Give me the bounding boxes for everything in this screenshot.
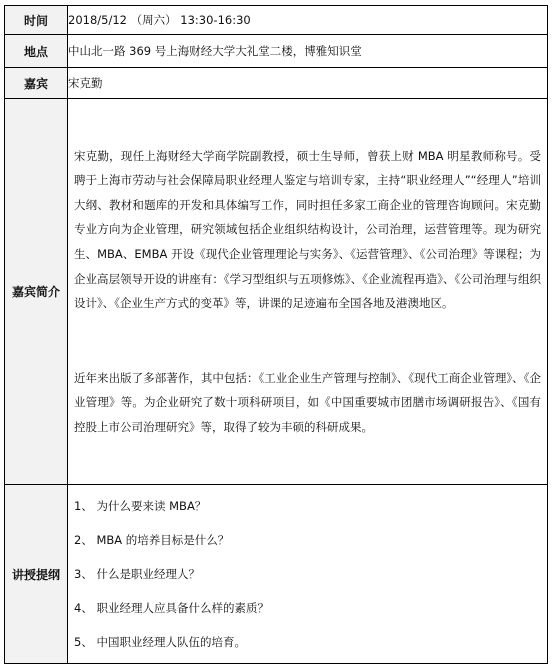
outline-item-4: 4、 职业经理人应具备什么样的素质？ [74, 601, 269, 615]
guest-row [5, 68, 548, 99]
guest-label: 嘉宾 [5, 68, 68, 99]
time-value: 2018/5/12 （周六） 13:30-16:30 [68, 6, 548, 35]
time-row [5, 6, 548, 35]
time-label: 时间 [5, 6, 68, 35]
location-label: 地点 [5, 35, 68, 68]
bio-cell [68, 99, 548, 485]
guest-value: 宋克勤 [68, 68, 548, 99]
outline-item-2: 2、 MBA 的培养目标是什么？ [74, 533, 230, 547]
outline-item-1: 1、 为什么要来读 MBA？ [74, 499, 207, 513]
outline-row [5, 485, 548, 664]
bio-row [5, 99, 548, 485]
bio-paragraph-1: 宋克勤，现任上海财经大学商学院副教授，硕士生导师，曾获上财 MBA 明星教师称号。受聘于上海市劳动与社会保障局职业经理人鉴定与培训专家，主持“职业经理人”“经理人”培训大纲、教材和题库的开发和具体编写工作，同时担任多家工商企业的管理咨询顾问。宋克勤专业方向为企业管理，研究领域包括企业组织结构设计，公司治理，运营管理等。现为研究生、MBA、EMBA 开设《现代企业管理理论与实务》、《运营管理》、《公司治理》等课程；为企业高层领导开设的讲座有：《学习型组织与五项修炼》、《企业流程再造》、《公司治理与组织设计》、《企业生产方式的变革》等，讲课的足迹遍布全国各地及港澳地区。 [74, 148, 541, 311]
outline-item-3: 3、 什么是职业经理人？ [74, 567, 200, 581]
bio-paragraph-2: 近年来出版了多部著作，其中包括：《工业企业生产管理与控制》、《现代工商企业管理》、《企业管理》等。为企业研究了数十项科研项目，如《中国重要城市团膳市场调研报告》、《国有控股上市公司治理研究》等，取得了较为丰硕的科研成果。 [74, 370, 541, 434]
bio-label: 嘉宾简介 [5, 99, 68, 485]
outline-item-5: 5、 中国职业经理人队伍的培育。 [74, 635, 246, 649]
location-value: 中山北一路 369 号上海财经大学大礼堂二楼，博雅知识堂 [68, 35, 548, 68]
paragraph-gap [74, 316, 541, 366]
outline-label: 讲授提纲 [5, 485, 68, 664]
location-row [5, 35, 548, 68]
event-info-table [4, 5, 548, 664]
outline-cell [68, 485, 548, 664]
